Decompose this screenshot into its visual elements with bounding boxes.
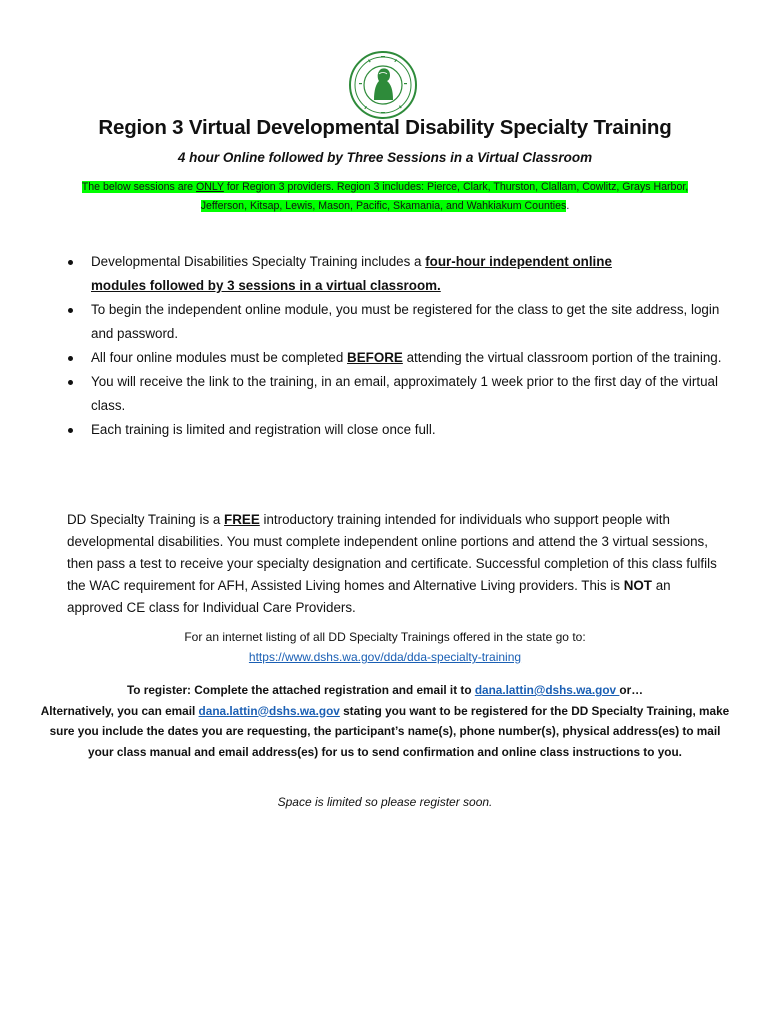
dd-specialty-training-link[interactable]: https://www.dshs.wa.gov/dda/dda-specialty-training xyxy=(248,650,522,664)
bullet-icon xyxy=(68,260,73,265)
registration-instructions: To register: Complete the attached registration and email it to dana.lattin@dshs.wa.gov or… Alternatively, you can email dana.lattin@dshs.wa.gov stating you want to be registered for the DD Specialty Training, make sure you include the dates you are requesting, the participant’s name(s), phone number(s), physical address(es) to mail your class manual and email address(es) for us to send confirmation and online class instructions to you. xyxy=(40,683,730,759)
only-emphasis: ONLY xyxy=(196,181,224,193)
space-limited-note: Space is limited so please register soon. xyxy=(277,795,493,809)
bullet-icon xyxy=(68,428,73,433)
listing-text: For an internet listing of all DD Specialty Trainings offered in the state go to: xyxy=(184,630,586,644)
page-title: Region 3 Virtual Developmental Disability Specialty Training xyxy=(98,116,672,139)
list-item: Developmental Disabilities Specialty Training includes a four-hour independent online modules followed by 3 sessions in a virtual classroom. xyxy=(66,250,726,298)
page-subtitle: 4 hour Online followed by Three Sessions in a Virtual Classroom xyxy=(177,150,593,165)
training-bullet-list xyxy=(66,250,726,442)
region-highlight-note: The below sessions are ONLY for Region 3 providers. Region 3 includes: Pierce, Clark, Thurston, Clallam, Cowlitz, Grays Harbor, Jefferson, Kitsap, Lewis, Mason, Pacific, Skamania, and Wahkiakum Counties. xyxy=(81,181,689,212)
free-emphasis: FREE xyxy=(224,512,260,527)
washington-state-seal-logo xyxy=(348,50,418,120)
list-item: Each training is limited and registration will close once full. xyxy=(66,418,726,442)
register-email-link[interactable]: dana.lattin@dshs.wa.gov xyxy=(474,683,620,697)
alternative-email-link[interactable]: dana.lattin@dshs.wa.gov xyxy=(198,703,340,718)
list-item: To begin the independent online module, you must be registered for the class to get the site address, login and password. xyxy=(66,298,726,346)
bullet-icon xyxy=(68,380,73,385)
bullet-icon xyxy=(68,308,73,313)
list-item: All four online modules must be completed BEFORE attending the virtual classroom portion of the training. xyxy=(66,346,726,370)
bullet-icon xyxy=(68,356,73,361)
list-item: You will receive the link to the training, in an email, approximately 1 week prior to the first day of the virtual class. xyxy=(66,370,726,418)
training-description-paragraph: DD Specialty Training is a FREE introductory training intended for individuals who support people with developmental disabilities. You must complete independent online portions and attend the 3 virtual sessions, then pass a test to receive your specialty designation and certificate. Successful completion of this class fulfils the WAC requirement for AFH, Assisted Living homes and Alternative Living providers. This is NOT an approved CE class for Individual Care Providers. xyxy=(67,512,717,615)
not-emphasis: NOT xyxy=(623,578,652,593)
